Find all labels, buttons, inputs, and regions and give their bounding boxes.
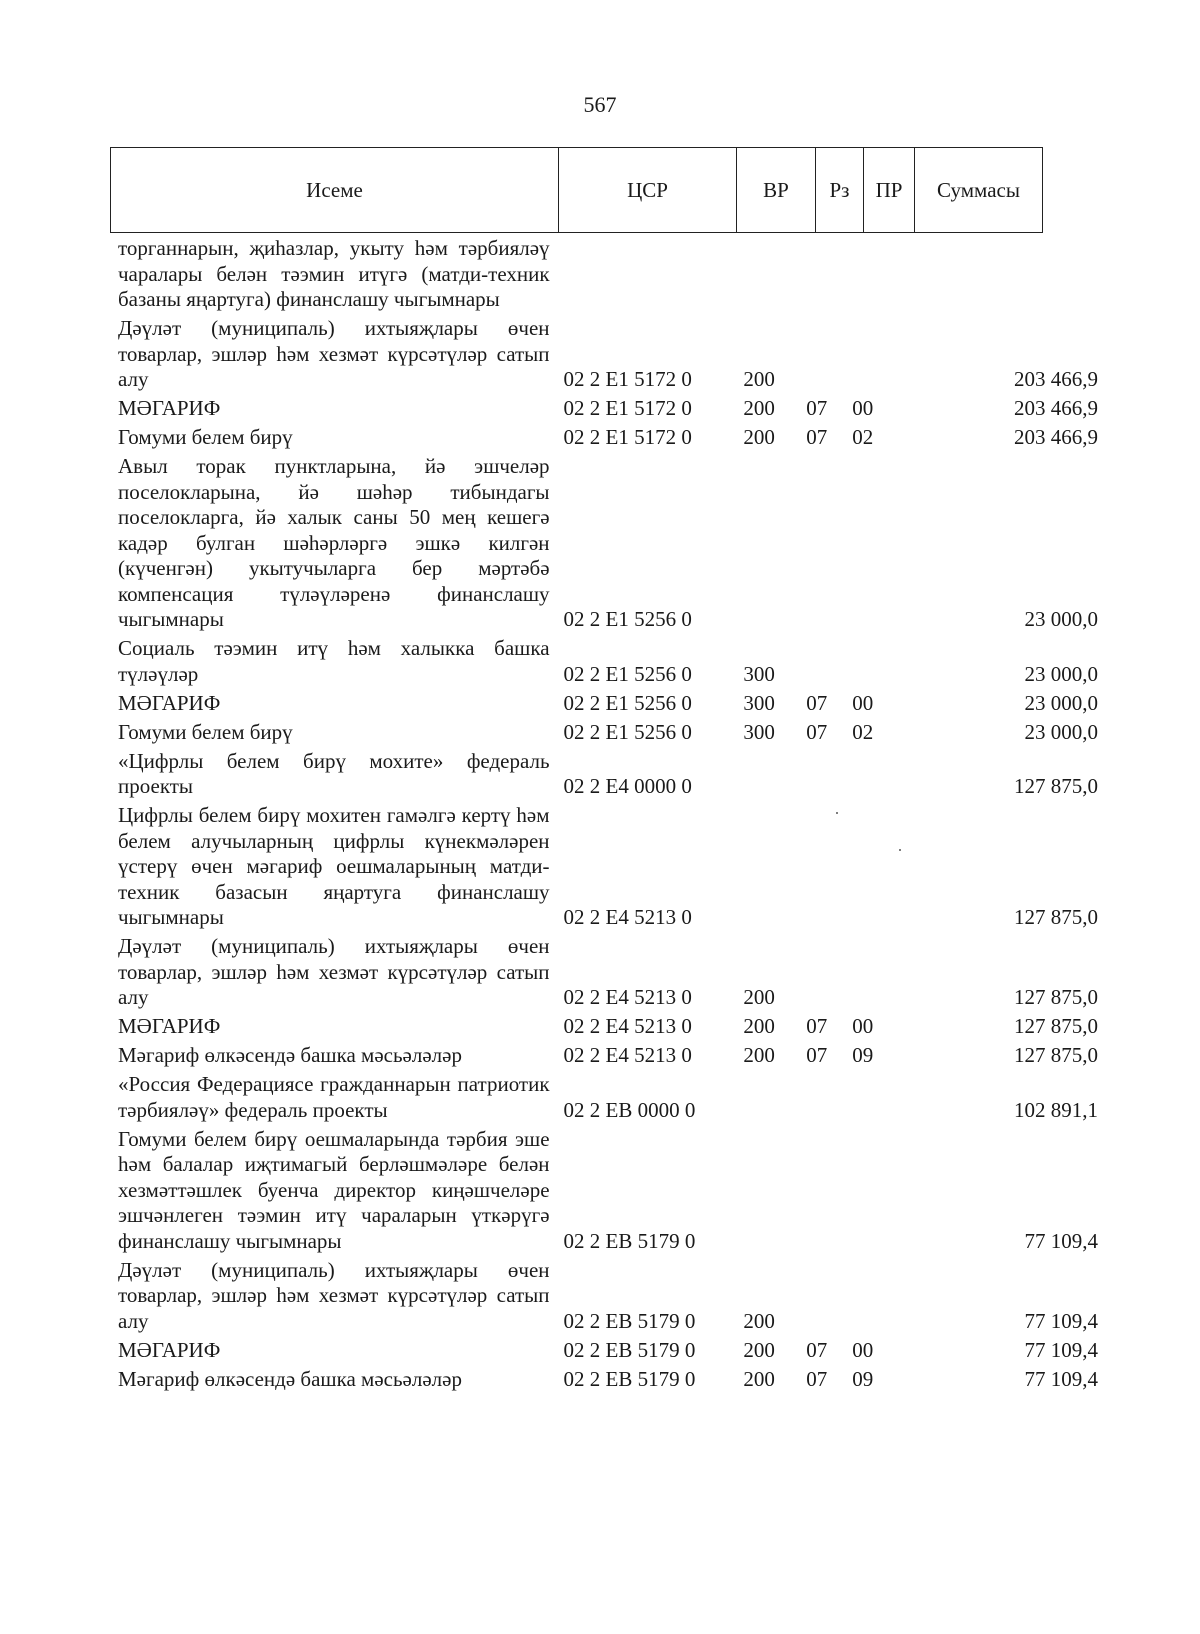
header-sum: Суммасы xyxy=(937,177,1020,202)
row-name: МӘГАРИФ xyxy=(118,690,221,715)
header-pr: ПР xyxy=(864,148,915,232)
row-pr: 09 xyxy=(852,1366,874,1391)
header-vr: ВР xyxy=(737,148,816,232)
header-csr: ЦСР xyxy=(559,148,737,232)
row-csr: 02 2 E1 5172 0 xyxy=(563,396,692,420)
row-csr: 02 2 E1 5256 0 xyxy=(563,661,692,686)
row-csr: 02 2 E1 5256 0 xyxy=(563,719,692,744)
row-sum: 203 466,9 xyxy=(1014,367,1098,391)
row-name: Дәүләт (муниципаль) ихтыяҗлары өчен товарлар, эшләр һәм хезмәт күрсәтүләр сатып алу xyxy=(118,316,550,391)
page-number: 567 xyxy=(583,92,617,117)
row-sum: 77 109,4 xyxy=(1024,1228,1098,1253)
table-row xyxy=(118,1072,1098,1123)
row-pr: 02 xyxy=(852,425,874,449)
row-name: Дәүләт (муниципаль) ихтыяҗлары өчен товарлар, эшләр һәм хезмәт күрсәтүләр сатып алу xyxy=(118,1257,550,1333)
row-csr: 02 2 EB 5179 0 xyxy=(563,1337,696,1362)
row-sum: 23 000,0 xyxy=(1024,690,1098,715)
row-rz: 07 xyxy=(806,1043,828,1067)
row-pr: 02 xyxy=(852,719,874,744)
row-name: Гомуми белем бирү xyxy=(118,719,293,744)
table-row xyxy=(118,1367,1098,1393)
row-name: Гомуми белем бирү оешмаларында тәрбия эше һәм балалар иҗтимагый берләшмәләре белән хезмәттәшлек буенча директор киңәшчеләре эшчәнлеген тәэмин итү чараларын үткәрүгә финанслашу чыгымнары xyxy=(118,1126,550,1253)
row-name: Мәгариф өлкәсендә башка мәсьәләләр xyxy=(118,1043,462,1067)
row-sum: 23 000,0 xyxy=(1024,661,1098,686)
row-sum: 127 875,0 xyxy=(1014,985,1098,1009)
row-rz: 07 xyxy=(806,1366,828,1391)
row-name: торганнарын, җиһазлар, укыту һәм тәрбияләү чаралары белән тәэмин итүгә (матди-техник базаны яңартуга) финанслашу чыгымнары xyxy=(118,236,550,311)
row-sum: 77 109,4 xyxy=(1024,1366,1098,1391)
row-pr: 00 xyxy=(852,1014,874,1038)
row-vr: 200 xyxy=(743,425,775,449)
table-row xyxy=(118,691,1098,717)
row-rz: 07 xyxy=(806,425,828,449)
row-name: Дәүләт (муниципаль) ихтыяҗлары өчен товарлар, эшләр һәм хезмәт күрсәтүләр сатып алу xyxy=(118,934,550,1009)
row-sum: 23 000,0 xyxy=(1024,719,1098,744)
table-row xyxy=(118,1258,1098,1335)
header-rz: Рз xyxy=(816,148,864,232)
row-rz: 07 xyxy=(806,396,828,420)
table-body xyxy=(118,236,1098,1396)
row-name: «Цифрлы белем бирү мохите» федераль проекты xyxy=(118,748,550,798)
row-vr: 200 xyxy=(743,367,775,391)
table-row xyxy=(118,236,1098,313)
row-sum: 127 875,0 xyxy=(1014,1043,1098,1067)
row-sum: 127 875,0 xyxy=(1014,774,1098,798)
table-row xyxy=(118,1127,1098,1255)
row-csr: 02 2 EB 5179 0 xyxy=(563,1228,696,1253)
row-sum: 102 891,1 xyxy=(1014,1097,1098,1122)
row-name: Гомуми белем бирү xyxy=(118,425,293,449)
header-name: Исеме xyxy=(111,148,559,232)
row-name: МӘГАРИФ xyxy=(118,396,221,420)
table-row xyxy=(118,396,1098,422)
row-csr: 02 2 EB 5179 0 xyxy=(563,1308,696,1333)
row-name: Авыл торак пунктларына, йә эшчеләр поселокларына, йә шәһәр тибындагы поселокларга, йә халык саны 50 мең кешегә кадәр булган шәһәрләргә эшкә килгән (күченгән) укытучыларга бер мәртәбә компенсация түләүләренә финанслашу чыгымнары xyxy=(118,454,550,631)
table-row xyxy=(118,1043,1098,1069)
table-row xyxy=(118,720,1098,746)
row-rz: 07 xyxy=(806,690,828,715)
table-header xyxy=(110,147,1043,233)
row-vr: 200 xyxy=(743,1014,775,1038)
row-name: Мәгариф өлкәсендә башка мәсьәләләр xyxy=(118,1366,462,1391)
row-vr: 200 xyxy=(743,1043,775,1067)
row-csr: 02 2 EB 0000 0 xyxy=(563,1097,696,1122)
row-rz: 07 xyxy=(806,719,828,744)
row-pr: 00 xyxy=(852,1337,874,1362)
row-sum: 77 109,4 xyxy=(1024,1308,1098,1333)
row-sum: 127 875,0 xyxy=(1014,905,1098,929)
row-vr: 300 xyxy=(743,661,775,686)
row-vr: 200 xyxy=(743,1366,775,1391)
row-csr: 02 2 E4 5213 0 xyxy=(563,1043,692,1067)
row-vr: 200 xyxy=(743,1308,775,1333)
table-row xyxy=(118,636,1098,687)
row-pr: 00 xyxy=(852,690,874,715)
table-row xyxy=(118,1014,1098,1040)
row-csr: 02 2 EB 5179 0 xyxy=(563,1366,696,1391)
row-csr: 02 2 E1 5172 0 xyxy=(563,425,692,449)
row-name: Цифрлы белем бирү мохитен гамәлгә кертү һәм белем алучыларның цифрлы күнекмәләрен үстерү өчен мәгариф оешмаларының матди-техник базасын яңартуга финанслашу чыгымнары xyxy=(118,803,550,929)
row-vr: 200 xyxy=(743,985,775,1009)
row-rz: 07 xyxy=(806,1337,828,1362)
table-row xyxy=(118,316,1098,393)
row-vr: 200 xyxy=(743,396,775,420)
row-csr: 02 2 E1 5256 0 xyxy=(563,690,692,715)
row-pr: 00 xyxy=(852,396,874,420)
row-csr: 02 2 E4 5213 0 xyxy=(563,905,692,929)
row-sum: 127 875,0 xyxy=(1014,1014,1098,1038)
row-rz: 07 xyxy=(806,1014,828,1038)
row-csr: 02 2 E4 5213 0 xyxy=(563,985,692,1009)
table-row xyxy=(118,803,1098,931)
row-name: «Россия Федерациясе гражданнарын патриотик тәрбияләү» федераль проекты xyxy=(118,1072,550,1122)
table-row xyxy=(118,425,1098,451)
row-sum: 203 466,9 xyxy=(1014,425,1098,449)
row-csr: 02 2 E4 0000 0 xyxy=(563,774,692,798)
row-csr: 02 2 E4 5213 0 xyxy=(563,1014,692,1038)
table-row xyxy=(118,934,1098,1011)
row-sum: 77 109,4 xyxy=(1024,1337,1098,1362)
row-csr: 02 2 E1 5256 0 xyxy=(563,607,692,631)
row-vr: 300 xyxy=(743,719,775,744)
scan-speck xyxy=(836,812,838,814)
row-csr: 02 2 E1 5172 0 xyxy=(563,367,692,391)
table-row xyxy=(118,1338,1098,1364)
row-name: МӘГАРИФ xyxy=(118,1337,221,1362)
row-sum: 203 466,9 xyxy=(1014,396,1098,420)
row-pr: 09 xyxy=(852,1043,874,1067)
row-vr: 300 xyxy=(743,690,775,715)
row-name: МӘГАРИФ xyxy=(118,1014,221,1038)
table-row xyxy=(118,454,1098,633)
row-sum: 23 000,0 xyxy=(1024,607,1098,631)
row-name: Социаль тәэмин итү һәм халыкка башка түләүләр xyxy=(118,636,550,686)
table-row xyxy=(118,749,1098,800)
scan-speck xyxy=(899,849,901,851)
row-vr: 200 xyxy=(743,1337,775,1362)
